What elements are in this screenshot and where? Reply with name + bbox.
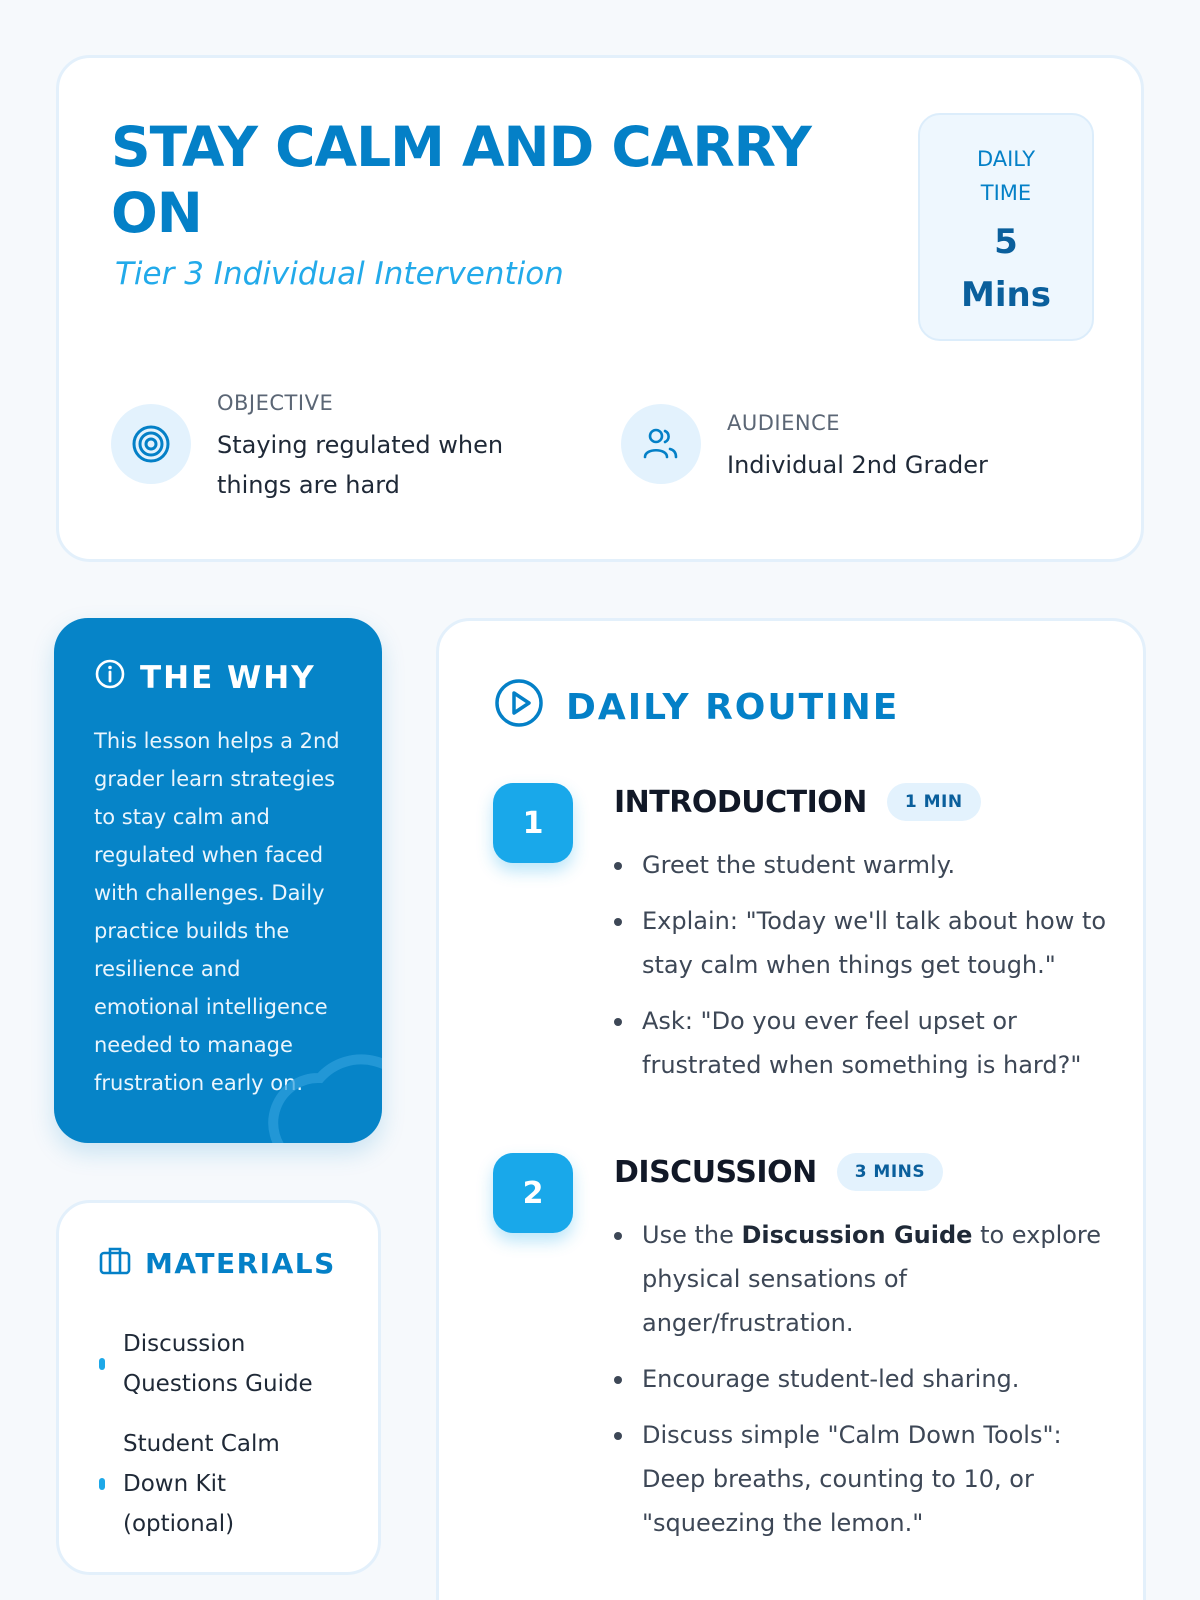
list-item: Ask: "Do you ever feel upset or frustrated when something is hard?"	[614, 999, 1114, 1087]
page-subtitle: Tier 3 Individual Intervention	[115, 256, 564, 292]
page-title: STAY CALM AND CARRY ON	[111, 115, 811, 245]
briefcase-icon	[99, 1245, 131, 1282]
step-number: 1	[493, 783, 573, 863]
step-list	[614, 843, 1114, 1099]
routine-card	[436, 618, 1146, 1600]
target-icon	[111, 404, 191, 484]
users-icon	[621, 404, 701, 484]
bullet-icon	[99, 1478, 105, 1490]
step-title: DISCUSSION 3 MINS	[614, 1153, 943, 1191]
objective-text: Staying regulated when things are hard	[217, 431, 504, 499]
daily-time-label: DAILY TIME	[976, 147, 1036, 205]
why-heading: THE WHY	[94, 658, 316, 698]
materials-heading: MATERIALS	[99, 1245, 336, 1282]
daily-time-value: 5	[994, 222, 1018, 262]
material-text: Discussion Questions Guide	[123, 1331, 313, 1397]
why-text: This lesson helps a 2nd grader learn strategies to stay calm and regulated when faced with challenges. Daily practice builds the resilience and emotional intelligence needed to manage frustration early on.	[94, 729, 340, 1095]
duration-badge: 1 MIN	[887, 783, 981, 821]
list-item: Explain: "Today we'll talk about how to stay calm when things get tough."	[614, 899, 1114, 987]
list-item: Discuss simple "Calm Down Tools": Deep breaths, counting to 10, or "squeezing the lemon."	[614, 1413, 1114, 1545]
daily-time-box	[918, 113, 1094, 341]
list-item: Encourage student-led sharing.	[614, 1357, 1114, 1401]
list-item: Greet the student warmly.	[614, 843, 1114, 887]
daily-time-unit: Mins	[961, 275, 1051, 315]
list-item	[99, 1324, 333, 1404]
audience-label: AUDIENCE	[727, 411, 841, 435]
step-list	[614, 1213, 1114, 1557]
play-circle-icon	[494, 678, 544, 737]
list-item: Use the Discussion Guide to explore physical sensations of anger/frustration.	[614, 1213, 1114, 1345]
step-number: 2	[493, 1153, 573, 1233]
audience-text: Individual 2nd Grader	[727, 451, 988, 479]
objective-label: OBJECTIVE	[217, 391, 334, 415]
cloud-icon	[250, 1033, 382, 1143]
routine-heading: DAILY ROUTINE	[494, 678, 899, 737]
info-icon	[94, 658, 126, 698]
why-card	[54, 618, 382, 1143]
list-item	[99, 1424, 333, 1544]
header-card	[56, 55, 1144, 562]
duration-badge: 3 MINS	[837, 1153, 943, 1191]
materials-card	[56, 1200, 381, 1575]
bullet-icon	[99, 1358, 105, 1370]
material-text: Student Calm Down Kit (optional)	[123, 1431, 280, 1537]
step-title: INTRODUCTION 1 MIN	[614, 783, 981, 821]
